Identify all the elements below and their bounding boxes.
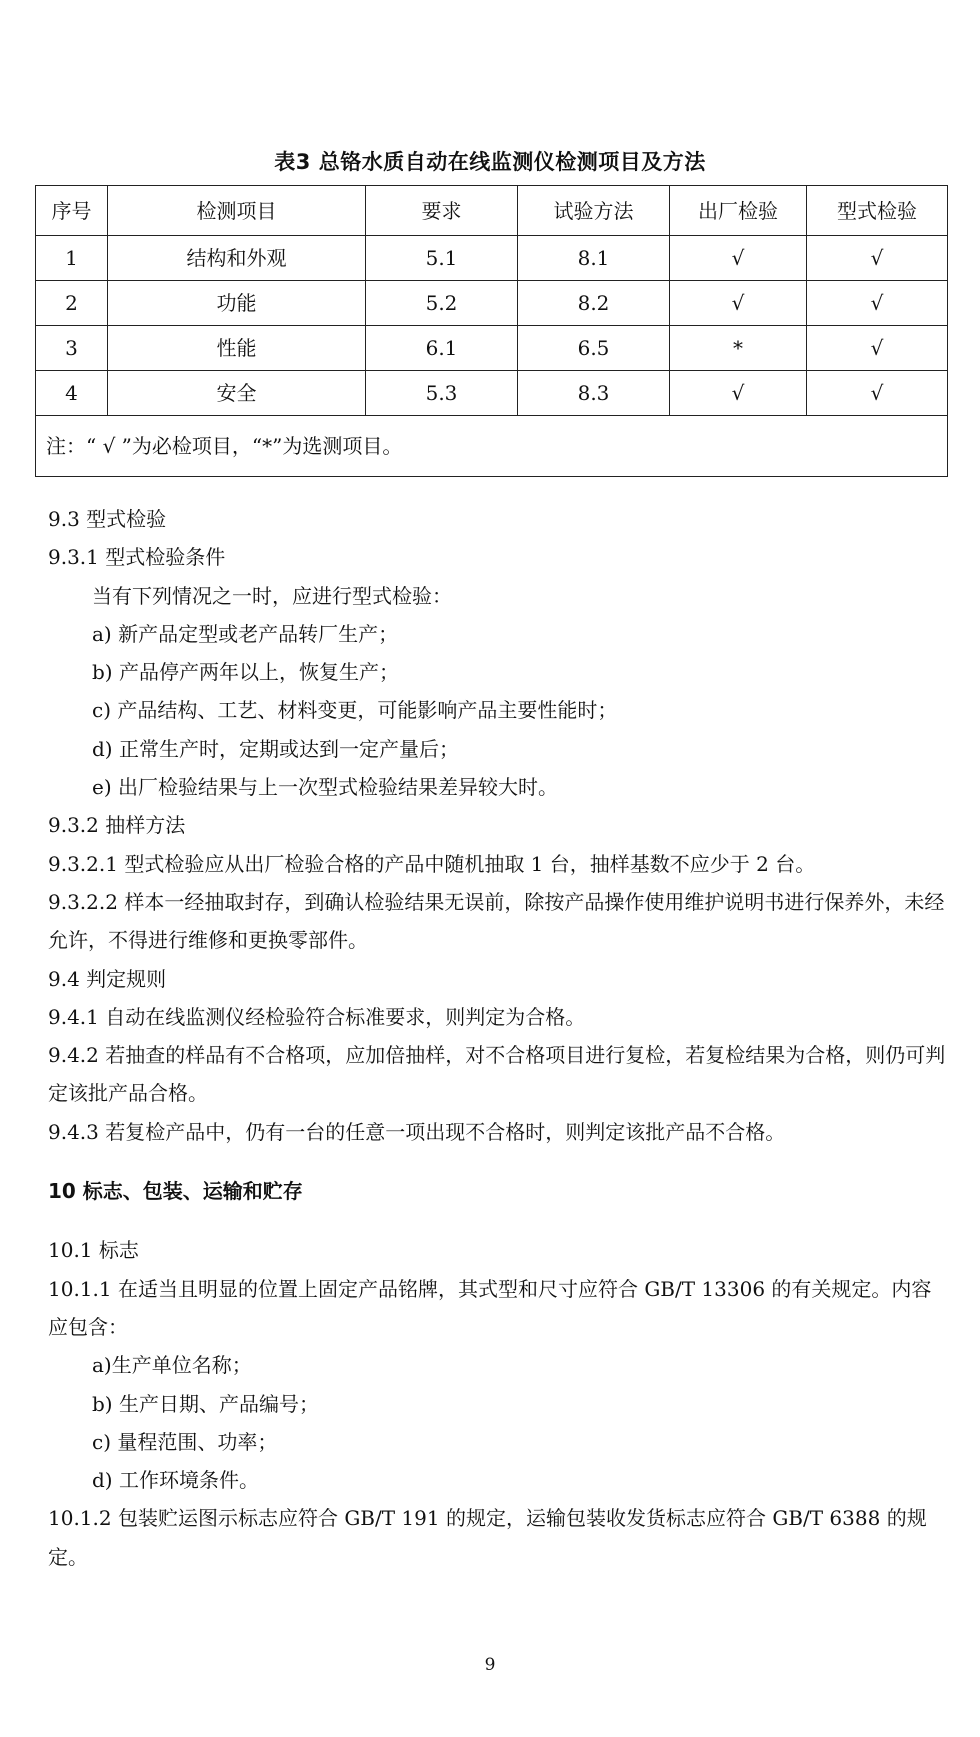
table-title: 表3 总铬水质自动在线监测仪检测项目及方法 [274, 150, 706, 174]
table-cell: 功能 [108, 281, 366, 326]
table-cell: 8.1 [518, 236, 670, 281]
paragraph: 9.4.3 若复检产品中，仍有一台的任意一项出现不合格时，则判定该批产品不合格。 [48, 1119, 786, 1144]
table-cell: √ [807, 236, 948, 281]
table-row [36, 236, 948, 281]
paragraph: 9.3.2.2 样本一经抽取封存，到确认检验结果无误前，除按产品操作使用维护说明书进行保养外，未经允许，不得进行维修和更换零部件。 [48, 889, 945, 953]
header-cell-type-inspection: 型式检验 [807, 186, 948, 236]
table-note-row [36, 416, 948, 477]
section-heading-9-3-2: 9.3.2 抽样方法 [48, 813, 186, 838]
header-cell-item: 检测项目 [108, 186, 366, 236]
list-item: c) 量程范围、功率； [92, 1429, 278, 1454]
list-item: b) 生产日期、产品编号； [92, 1391, 319, 1416]
chapter-heading-10: 10 标志、包装、运输和贮存 [48, 1179, 303, 1204]
table-cell: 性能 [108, 326, 366, 371]
section-heading-9-4: 9.4 判定规则 [48, 966, 167, 991]
list-item: c) 产品结构、工艺、材料变更，可能影响产品主要性能时； [92, 698, 618, 723]
table-cell: 结构和外观 [108, 236, 366, 281]
inspection-items-table [35, 185, 948, 477]
table-row [36, 281, 948, 326]
section-heading-10-1: 10.1 标志 [48, 1238, 139, 1263]
list-item: e) 出厂检验结果与上一次型式检验结果差异较大时。 [92, 775, 558, 800]
header-cell-requirement: 要求 [366, 186, 518, 236]
table-cell: 4 [36, 371, 108, 416]
header-cell-factory-inspection: 出厂检验 [670, 186, 807, 236]
list-item: d) 正常生产时，定期或达到一定产量后； [92, 736, 459, 761]
table-cell: * [670, 326, 807, 371]
table-cell: 1 [36, 236, 108, 281]
table-cell: 3 [36, 326, 108, 371]
table-cell: 6.5 [518, 326, 670, 371]
paragraph: 9.4.2 若抽查的样品有不合格项，应加倍抽样，对不合格项目进行复检，若复检结果为合格，则仍可判定该批产品合格。 [48, 1043, 946, 1106]
paragraph: 9.4.1 自动在线监测仪经检验符合标准要求，则判定为合格。 [48, 1004, 586, 1029]
list-item: a)生产单位名称； [92, 1353, 252, 1378]
section-heading-9-3: 9.3 型式检验 [48, 507, 167, 531]
table-cell: 6.1 [366, 326, 518, 371]
body-text [48, 500, 948, 1576]
table-cell: √ [670, 371, 807, 416]
table-cell: √ [670, 236, 807, 281]
table-cell: √ [807, 371, 948, 416]
table-cell: √ [670, 281, 807, 326]
table-cell: 2 [36, 281, 108, 326]
table-cell: 5.1 [366, 236, 518, 281]
table-row [36, 326, 948, 371]
list-item: d) 工作环境条件。 [92, 1468, 259, 1493]
table-cell: 5.3 [366, 371, 518, 416]
table-cell: 8.2 [518, 281, 670, 326]
table-cell: 8.3 [518, 371, 670, 416]
paragraph: 当有下列情况之一时，应进行型式检验： [92, 583, 452, 608]
table-note: 注：“ √ ”为必检项目，“*”为选测项目。 [36, 416, 948, 477]
list-item: b) 产品停产两年以上，恢复生产； [92, 660, 399, 685]
paragraph: 10.1.2 包装贮运图示标志应符合 GB/T 191 的规定，运输包装收发货标志应符合 GB/T 6388 的规定。 [48, 1506, 927, 1569]
list-item: a) 新产品定型或老产品转厂生产； [92, 621, 399, 646]
table-row [36, 371, 948, 416]
table-cell: √ [807, 281, 948, 326]
paragraph: 10.1.1 在适当且明显的位置上固定产品铭牌，其式型和尺寸应符合 GB/T 13306 的有关规定。内容应包含： [48, 1276, 932, 1339]
header-cell-test-method: 试验方法 [518, 186, 670, 236]
section-heading-9-3-1: 9.3.1 型式检验条件 [48, 545, 226, 570]
page-number: 9 [484, 1655, 496, 1675]
header-cell-index: 序号 [36, 186, 108, 236]
table-cell: √ [807, 326, 948, 371]
table-cell: 安全 [108, 371, 366, 416]
table-cell: 5.2 [366, 281, 518, 326]
paragraph: 9.3.2.1 型式检验应从出厂检验合格的产品中随机抽取 1 台，抽样基数不应少于 2 台。 [48, 851, 816, 876]
table-header-row [36, 186, 948, 236]
